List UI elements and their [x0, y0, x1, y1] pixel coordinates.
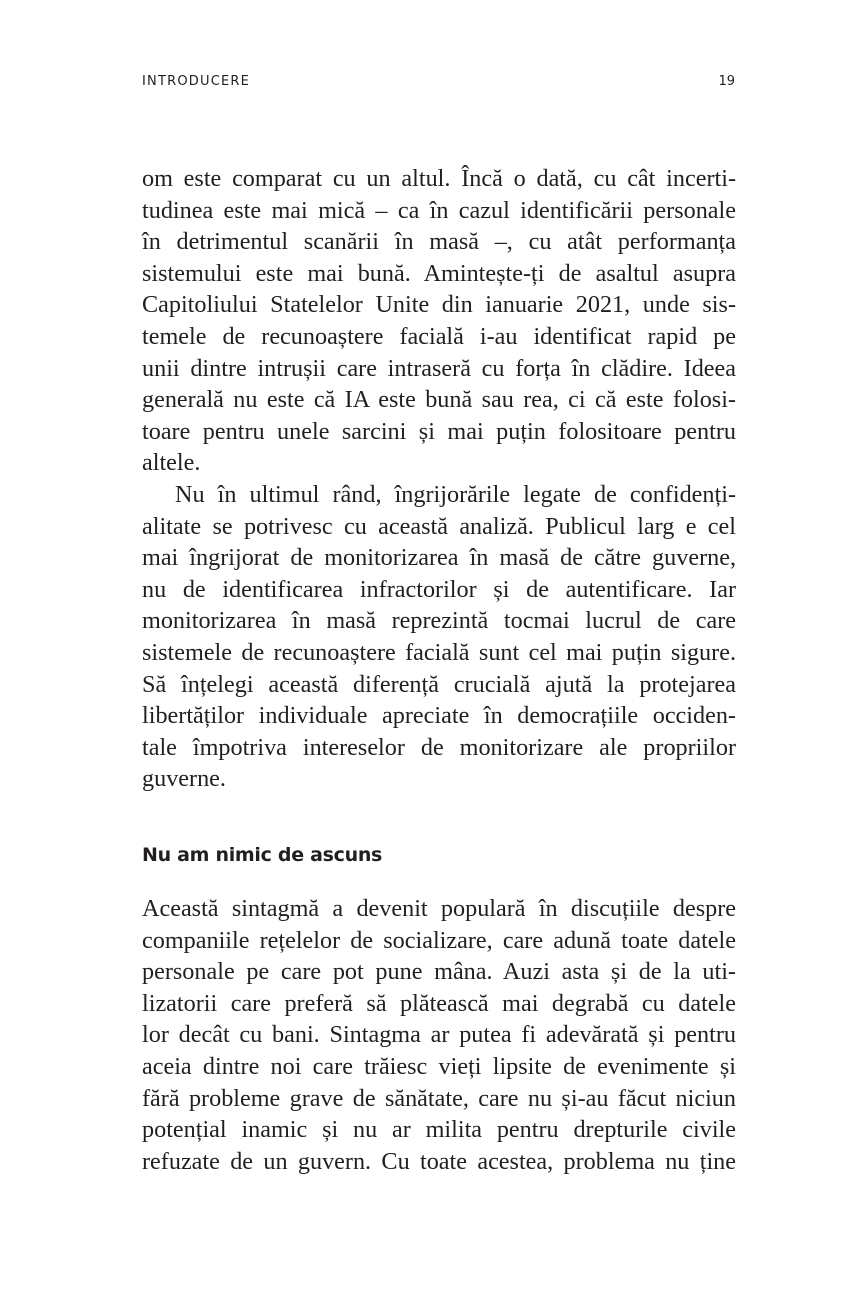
paragraph: [142, 479, 736, 795]
text-line: monitorizarea în masă reprezintă tocmai lucrul de care: [142, 607, 736, 635]
paragraph: [142, 893, 736, 1177]
text-line: libertăților individuale apreciate în democrațiile occiden-: [142, 702, 736, 730]
text-line: Această sintagmă a devenit populară în discuțiile despre: [142, 895, 736, 922]
section-heading: Nu am nimic de ascuns: [142, 844, 383, 866]
text-line: mai îngrijorat de monitorizarea în masă de către guverne,: [142, 544, 736, 572]
text-line: companiile rețelelor de socializare, care adună toate datele: [142, 926, 736, 954]
text-line: sistemului este mai bună. Amintește-ți de asaltul asupra: [142, 259, 736, 287]
page-number: 19: [718, 74, 735, 89]
text-line: Nu în ultimul rând, îngrijorările legate de confidenți-: [175, 480, 736, 508]
text-line: om este comparat cu un altul. Încă o dată, cu cât incerti-: [142, 165, 736, 192]
text-line: în detrimentul scanării în masă –, cu atât performanța: [142, 228, 736, 256]
text-line: nu de identificarea infractorilor și de autentificare. Iar: [142, 575, 736, 603]
text-line: altele.: [142, 449, 201, 477]
text-line: tale împotriva intereselor de monitorizare ale propriilor: [142, 733, 736, 761]
text-line: lizatorii care preferă să plătească mai degrabă cu datele: [142, 989, 736, 1017]
text-line: refuzate de un guvern. Cu toate acestea, problema nu ține: [142, 1147, 736, 1175]
text-line: fără probleme grave de sănătate, care nu și-au făcut niciun: [142, 1084, 736, 1112]
text-line: lor decât cu bani. Sintagma ar putea fi adevărată și pentru: [142, 1021, 736, 1049]
text-line: potențial inamic și nu ar milita pentru drepturile civile: [142, 1116, 736, 1144]
paragraph: [142, 163, 736, 479]
text-line: alitate se potrivesc cu această analiză. Publicul larg e cel: [142, 512, 736, 540]
running-header: [142, 74, 735, 94]
text-line: aceia dintre noi care trăiesc vieți lipsite de evenimente și: [142, 1052, 736, 1080]
text-line: Să înțelegi această diferență crucială ajută la protejarea: [142, 670, 736, 698]
section-1-body: [142, 163, 736, 795]
text-line: temele de recunoaștere facială i-au identificat rapid pe: [142, 322, 736, 350]
text-line: tudinea este mai mică – ca în cazul identificării personale: [142, 196, 736, 224]
section-2-body: [142, 893, 736, 1177]
text-line: toare pentru unele sarcini și mai puțin folositoare pentru: [142, 417, 736, 445]
text-line: personale pe care pot pune mâna. Auzi asta și de la uti-: [142, 958, 736, 986]
text-line: unii dintre intrușii care intraseră cu forța în clădire. Ideea: [142, 354, 736, 382]
running-title: INTRODUCERE: [142, 74, 251, 89]
text-line: Capitoliului Statelelor Unite din ianuarie 2021, unde sis-: [142, 291, 736, 319]
text-line: generală nu este că IA este bună sau rea, ci că este folosi-: [142, 386, 736, 414]
text-line: guverne.: [142, 765, 226, 793]
text-line: sistemele de recunoaștere facială sunt cel mai puțin sigure.: [142, 638, 736, 666]
